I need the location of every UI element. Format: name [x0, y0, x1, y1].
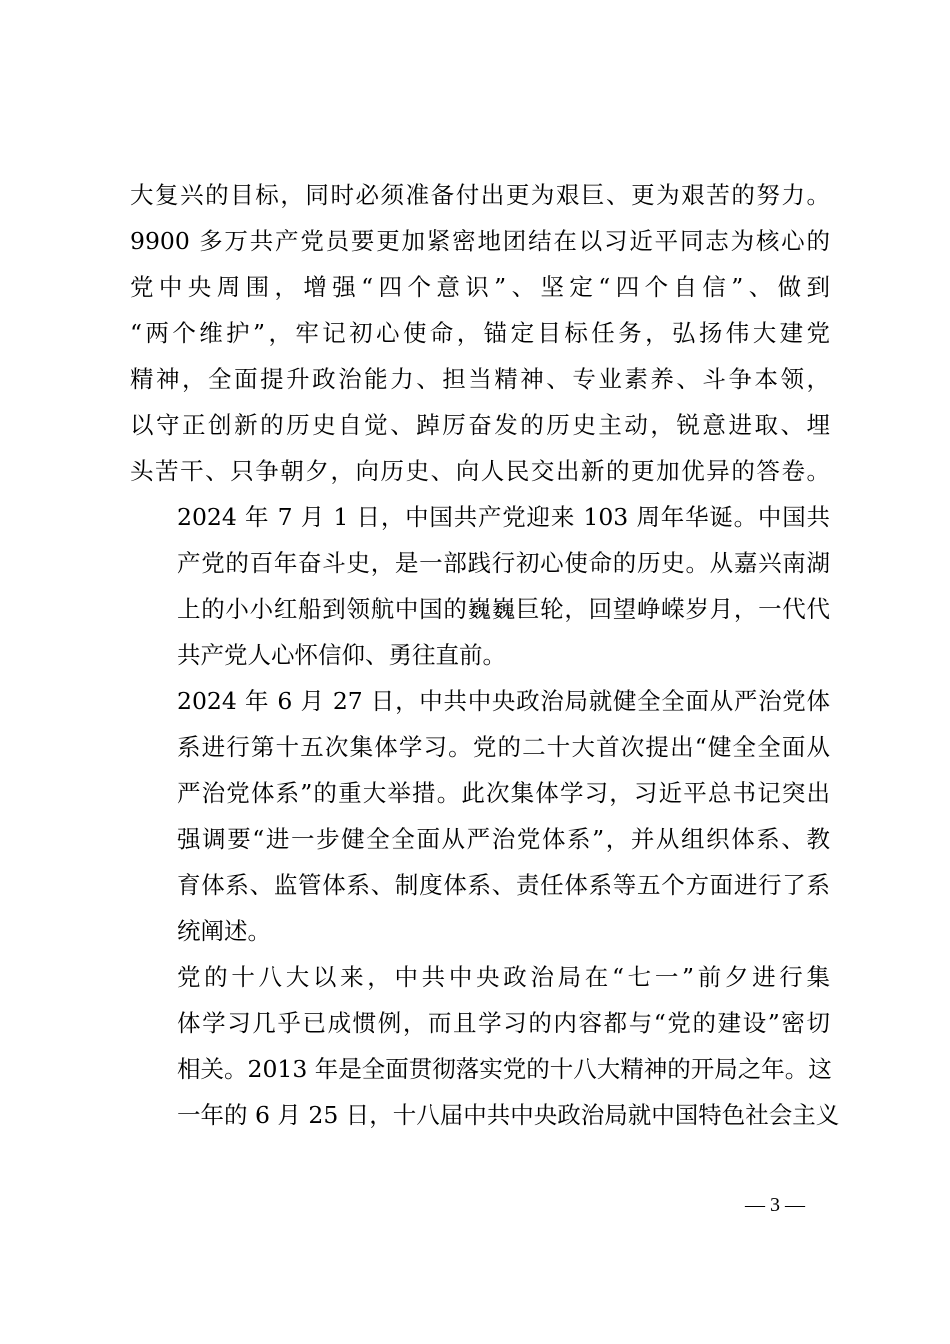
- text-line: 严治党体系”的重大举措。此次集体学习，习近平总书记突出: [177, 779, 830, 807]
- text-line: 2024 年 7 月 1 日，中国共产党迎来 103 周年华诞。中国共: [177, 503, 830, 531]
- text-line: 育体系、监管体系、制度体系、责任体系等五个方面进行了系: [177, 871, 830, 899]
- paragraph-2: [130, 494, 830, 678]
- document-body: [130, 172, 840, 1138]
- paragraph-3: [130, 678, 830, 954]
- text-line: 精神，全面提升政治能力、担当精神、专业素养、斗争本领，: [130, 365, 830, 393]
- paragraph-4: [130, 954, 840, 1138]
- text-line: 强调要“进一步健全全面从严治党体系”，并从组织体系、教: [177, 825, 830, 853]
- text-line: “两个维护”，牢记初心使命，锚定目标任务，弘扬伟大建党: [130, 319, 830, 347]
- text-line: 党中央周围，增强“四个意识”、坚定“四个自信”、做到: [130, 273, 830, 301]
- text-line: 系进行第十五次集体学习。党的二十大首次提出“健全全面从: [177, 733, 830, 761]
- text-line: 产党的百年奋斗史，是一部践行初心使命的历史。从嘉兴南湖: [177, 549, 830, 577]
- text-line: 以守正创新的历史自觉、踔厉奋发的历史主动，锐意进取、埋: [130, 411, 830, 439]
- text-line: 统阐述。: [177, 917, 271, 945]
- text-line: 2024 年 6 月 27 日，中共中央政治局就健全全面从严治党体: [177, 687, 830, 715]
- page-number: — 3 —: [745, 1194, 805, 1216]
- text-line: 体学习几乎已成惯例，而且学习的内容都与“党的建设”密切: [177, 1009, 830, 1037]
- text-line: 9900 多万共产党员要更加紧密地团结在以习近平同志为核心的: [130, 227, 830, 255]
- text-line: 上的小小红船到领航中国的巍巍巨轮，回望峥嵘岁月，一代代: [177, 595, 830, 623]
- text-line: 相关。2013 年是全面贯彻落实党的十八大精神的开局之年。这: [177, 1055, 832, 1083]
- text-line: 一年的 6 月 25 日，十八届中共中央政治局就中国特色社会主义: [177, 1101, 840, 1129]
- text-line: 头苦干、只争朝夕，向历史、向人民交出新的更加优异的答卷。: [130, 457, 830, 485]
- text-line: 党的十八大以来，中共中央政治局在“七一”前夕进行集: [177, 963, 830, 991]
- paragraph-1: [130, 172, 830, 494]
- text-line: 共产党人心怀信仰、勇往直前。: [177, 641, 506, 669]
- text-line: 大复兴的目标，同时必须准备付出更为艰巨、更为艰苦的努力。: [130, 181, 830, 209]
